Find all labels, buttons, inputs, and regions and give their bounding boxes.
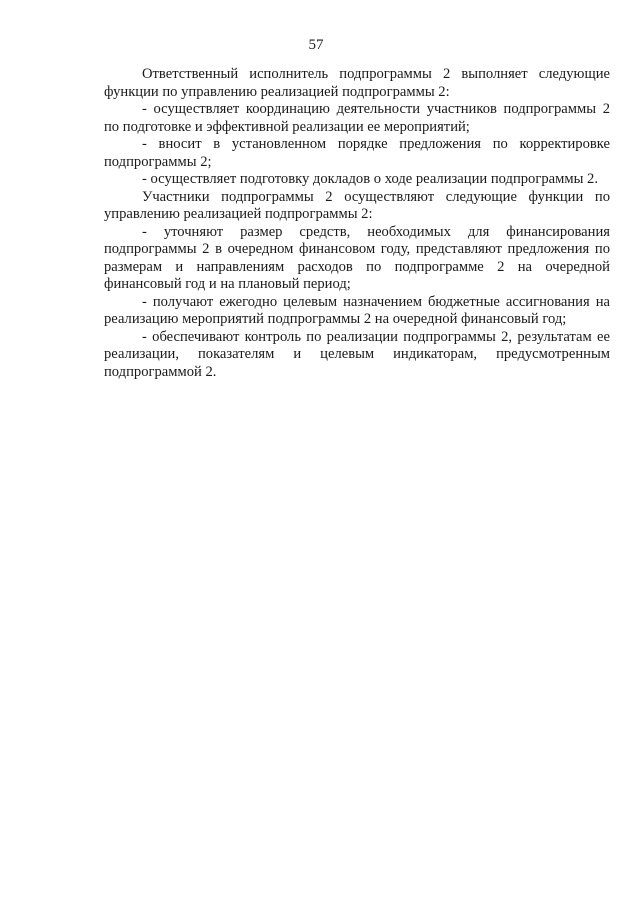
paragraph-coordination: - осуществляет координацию деятельности участников подпрограммы 2 по подготовке и эффективной реализации ее мероприятий; bbox=[104, 101, 610, 135]
paragraph-responsible-executor-intro: Ответственный исполнитель подпрограммы 2 выполняет следующие функции по управлению реализацией подпрограммы 2: bbox=[104, 66, 610, 100]
body-text bbox=[104, 66, 610, 381]
paragraph-funding-needs: - уточняют размер средств, необходимых для финансирования подпрограммы 2 в очередном финансовом году, представляют предложения по размерам и направлениям расходов по подпрограмме 2 на очередной финансовый год и на плановый период; bbox=[104, 223, 610, 292]
page-number: 57 bbox=[308, 37, 324, 53]
paragraph-participants-intro: Участники подпрограммы 2 осуществляют следующие функции по управлению реализацией подпрограммы 2: bbox=[104, 188, 610, 222]
paragraph-progress-reports: - осуществляет подготовку докладов о ходе реализации подпрограммы 2. bbox=[142, 171, 598, 187]
paragraph-budget-allocations: - получают ежегодно целевым назначением бюджетные ассигнования на реализацию мероприятий подпрограммы 2 на очередной финансовый год; bbox=[104, 293, 610, 327]
paragraph-adjustment-proposals: - вносит в установленном порядке предложения по корректировке подпрограммы 2; bbox=[104, 136, 610, 170]
paragraph-control-results: - обеспечивают контроль по реализации подпрограммы 2, результатам ее реализации, показателям и целевым индикаторам, предусмотренным подпрограммой 2. bbox=[104, 328, 610, 380]
